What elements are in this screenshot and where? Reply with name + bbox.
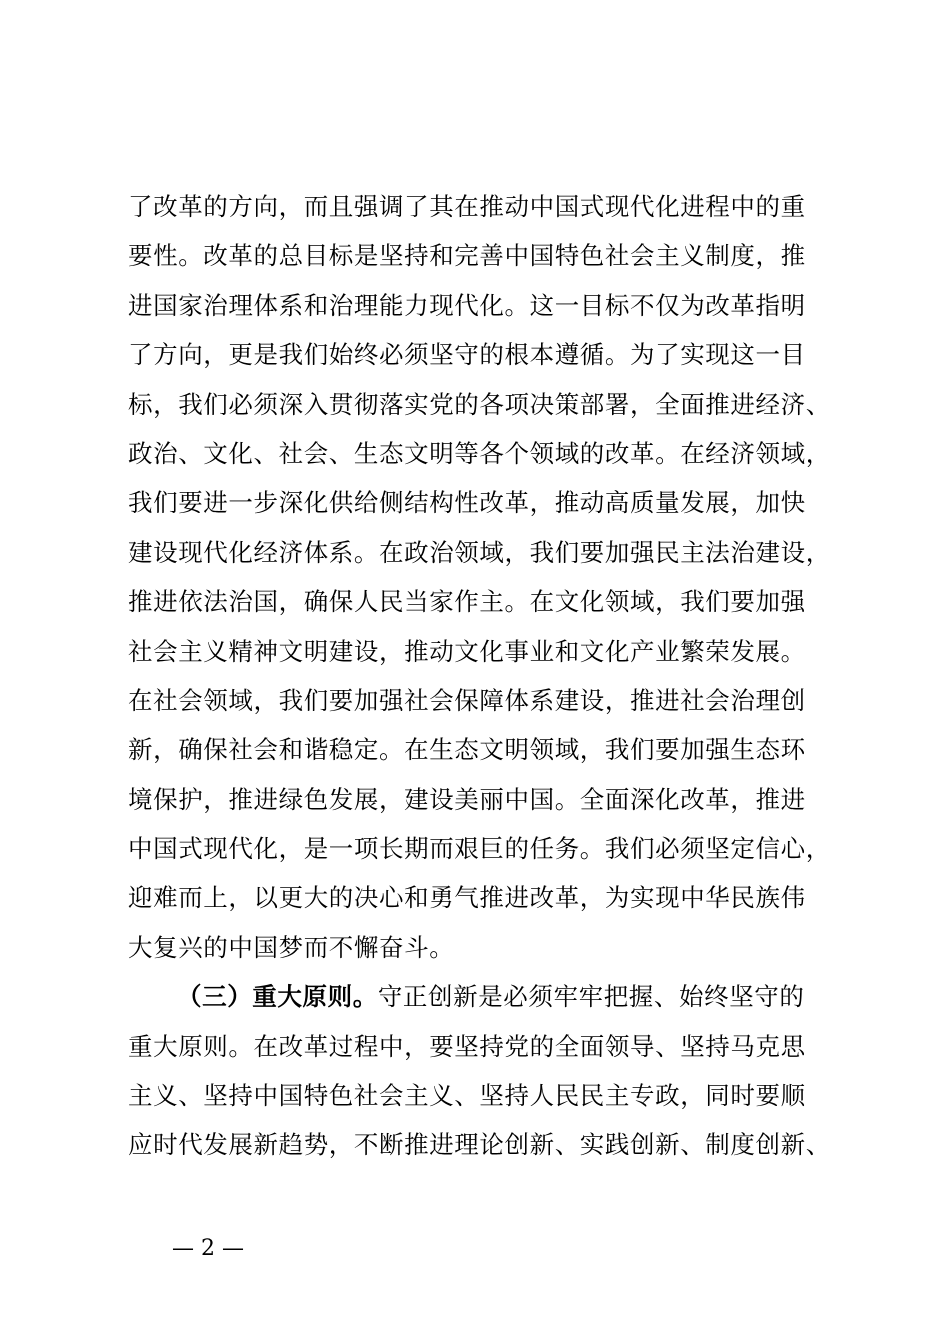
paragraph-line: 中国式现代化，是一项长期而艰巨的任务。我们必须坚定信心，	[128, 834, 831, 864]
paragraph-line: 在社会领域，我们要加强社会保障体系建设，推进社会治理创	[128, 685, 806, 715]
paragraph-line: 大复兴的中国梦而不懈奋斗。	[128, 932, 455, 962]
paragraph-line: 我们要进一步深化供给侧结构性改革，推动高质量发展，加快	[128, 488, 806, 518]
paragraph-line: 主义、坚持中国特色社会主义、坚持人民民主专政，同时要顺	[128, 1081, 806, 1111]
paragraph-line: 了方向，更是我们始终必须坚守的根本遵循。为了实现这一目	[128, 340, 806, 370]
paragraph-line: 推进依法治国，确保人民当家作主。在文化领域，我们要加强	[128, 587, 806, 617]
paragraph-line: 社会主义精神文明建设，推动文化事业和文化产业繁荣发展。	[128, 636, 806, 666]
section-heading-rest: 守正创新是必须牢牢把握、始终坚守的	[377, 982, 805, 1012]
page-number: — 2 —	[172, 1236, 244, 1261]
paragraph-line: 应时代发展新趋势，不断推进理论创新、实践创新、制度创新、	[128, 1130, 831, 1160]
paragraph-line: 要性。改革的总目标是坚持和完善中国特色社会主义制度，推	[128, 241, 806, 271]
section-heading-line	[128, 972, 852, 1021]
paragraph-line: 建设现代化经济体系。在政治领域，我们要加强民主法治建设，	[128, 537, 831, 567]
paragraph-line: 重大原则。在改革过程中，要坚持党的全面领导、坚持马克思	[128, 1031, 806, 1061]
paragraph-line: 了改革的方向，而且强调了其在推动中国式现代化进程中的重	[128, 192, 806, 221]
paragraph-line: 标，我们必须深入贯彻落实党的各项决策部署，全面推进经济、	[128, 389, 831, 419]
paragraph-line: 新，确保社会和谐稳定。在生态文明领域，我们要加强生态环	[128, 735, 806, 765]
paragraph-line: 迎难而上，以更大的决心和勇气推进改革，为实现中华民族伟	[128, 883, 806, 913]
paragraph-line: 进国家治理体系和治理能力现代化。这一目标不仅为改革指明	[128, 290, 806, 320]
paragraph-line: 政治、文化、社会、生态文明等各个领域的改革。在经济领域，	[128, 438, 831, 468]
paragraph-line: 境保护，推进绿色发展，建设美丽中国。全面深化改革，推进	[128, 784, 806, 814]
body-text	[128, 182, 852, 1170]
section-heading: （三）重大原则。	[177, 982, 378, 1012]
